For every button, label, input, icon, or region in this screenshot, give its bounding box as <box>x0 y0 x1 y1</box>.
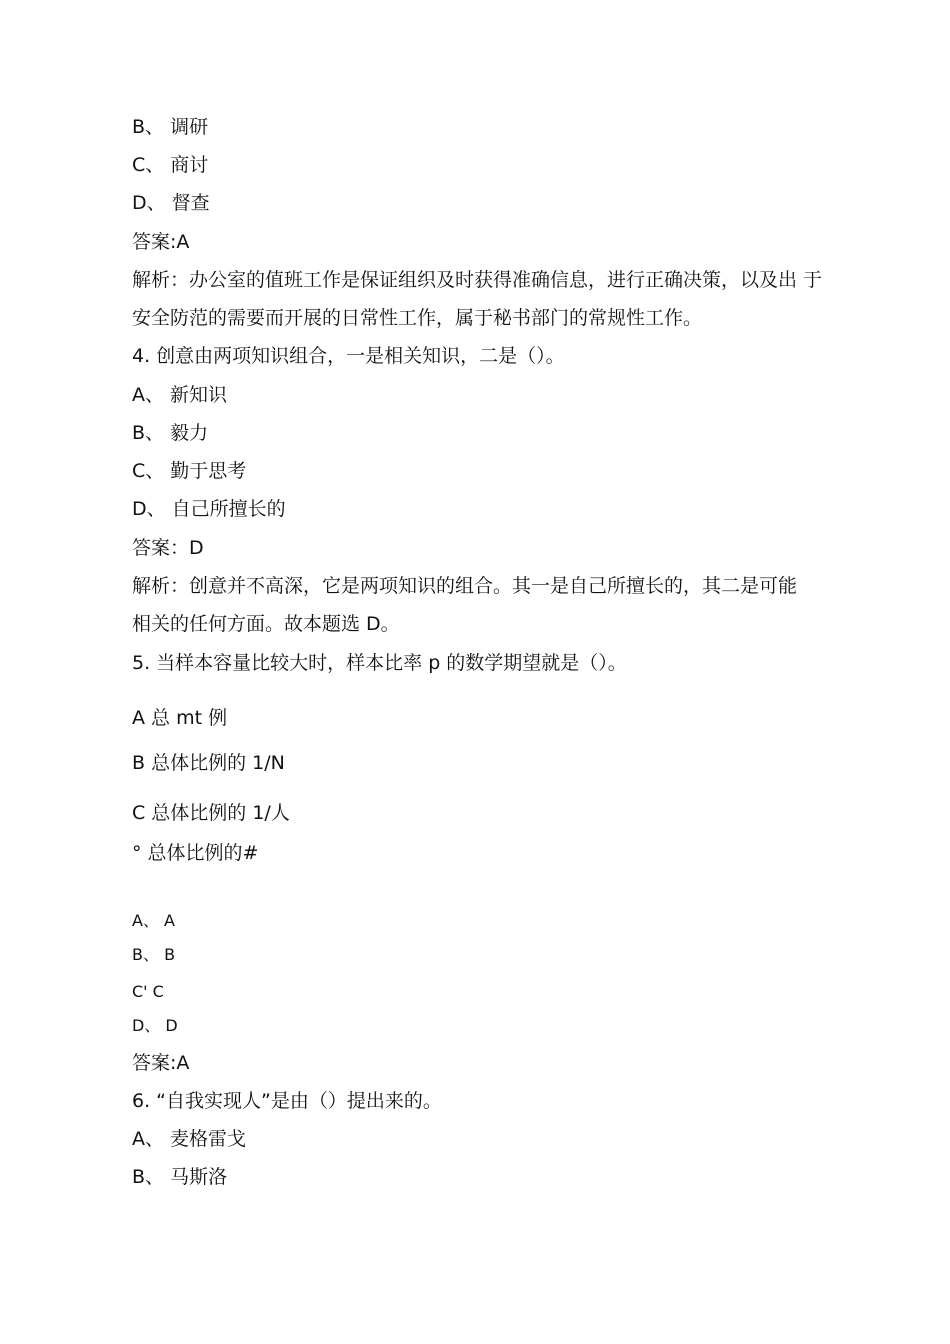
choice-d-q5: D、 D <box>132 1016 178 1035</box>
option-c-q3: C、 商讨 <box>132 154 209 176</box>
option-a-q4: A、 新知识 <box>132 384 228 406</box>
scanned-option-a-q5: A 总 mt 例 <box>132 707 228 729</box>
answer-q5: 答案:A <box>132 1052 190 1074</box>
question-4: 4. 创意由两项知识组合，一是相关知识，二是（）。 <box>132 345 565 367</box>
choice-c-q5: C' C <box>132 982 164 1001</box>
answer-q4: 答案：D <box>132 537 204 559</box>
option-b-q3: B、 调研 <box>132 116 209 138</box>
scanned-option-b-q5: B 总体比例的 1/N <box>132 752 285 774</box>
explanation-q4-line2: 相关的任何方面。故本题选 D。 <box>132 613 400 635</box>
option-b-q6: B、 马斯洛 <box>132 1166 228 1188</box>
option-b-q4: B、 毅力 <box>132 422 209 444</box>
question-5: 5. 当样本容量比较大时，样本比率 p 的数学期望就是（）。 <box>132 652 627 674</box>
scanned-option-c-q5: C 总体比例的 1/人 <box>132 802 290 824</box>
answer-q3: 答案:A <box>132 231 190 253</box>
option-a-q6: A、 麦格雷戈 <box>132 1128 247 1150</box>
explanation-q3-line2: 安全防范的需要而开展的日常性工作，属于秘书部门的常规性工作。 <box>132 307 703 329</box>
option-c-q4: C、 勤于思考 <box>132 460 247 482</box>
choice-b-q5: B、 B <box>132 945 176 964</box>
explanation-q4-line1: 解析：创意并不高深，它是两项知识的组合。其一是自己所擅长的，其二是可能 <box>132 575 798 597</box>
choice-a-q5: A、 A <box>132 911 175 930</box>
option-d-q4: D、 自己所擅长的 <box>132 498 286 520</box>
option-d-q3: D、 督查 <box>132 192 210 214</box>
scanned-option-d-q5: ° 总体比例的# <box>132 842 259 864</box>
explanation-q3-line1: 解析：办公室的值班工作是保证组织及时获得准确信息，进行正确决策，以及出 于 <box>132 269 823 291</box>
question-6: 6. “自我实现人”是由（）提出来的。 <box>132 1090 442 1112</box>
